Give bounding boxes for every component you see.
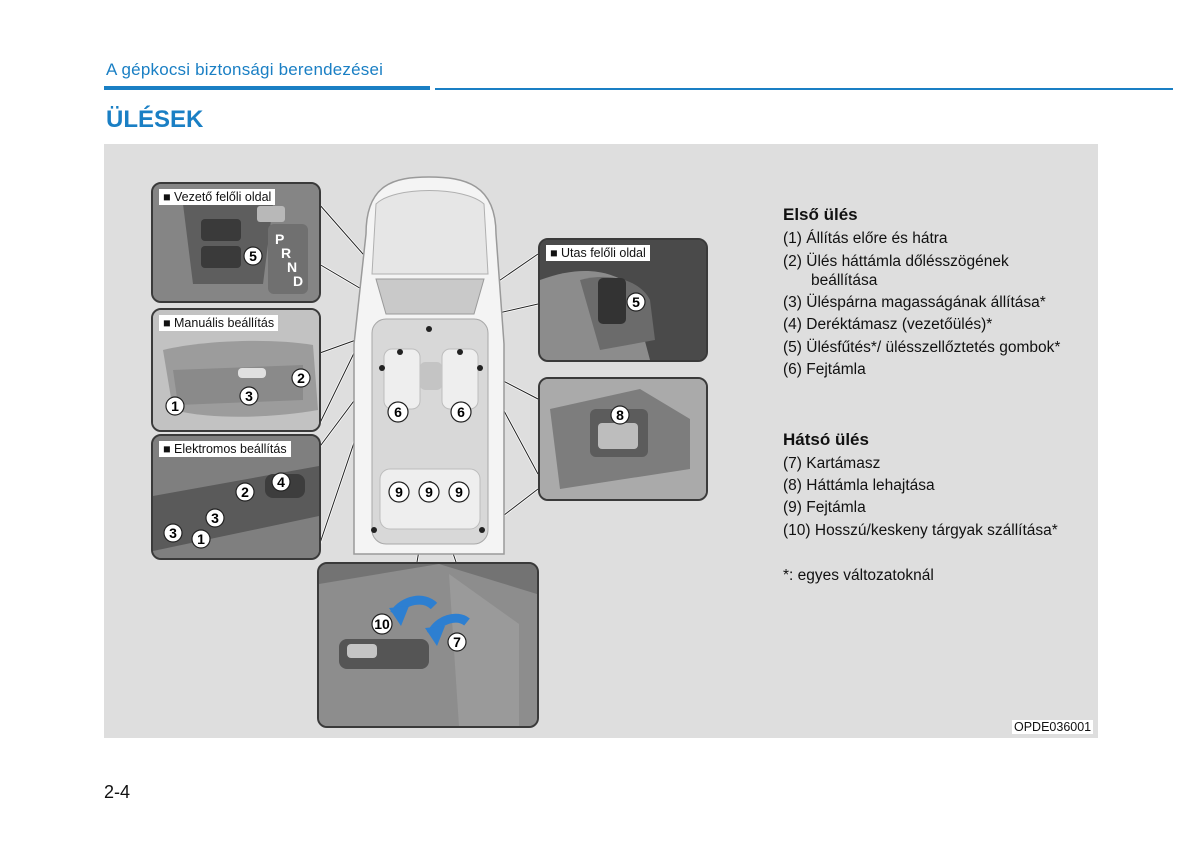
- inset-label-manual: ■ Manuális beállítás: [159, 315, 278, 331]
- inset-label-passenger: ■ Utas felőli oldal: [546, 245, 650, 261]
- rear-item-8: (8) Háttámla lehajtása: [783, 477, 935, 494]
- inset-passenger-side: [538, 238, 708, 362]
- svg-text:10: 10: [374, 616, 390, 632]
- svg-text:1: 1: [197, 531, 205, 547]
- callout-9-left-text: 9: [395, 484, 403, 500]
- callout-10: [372, 614, 392, 634]
- rear-item-7: (7) Kartámasz: [783, 455, 881, 472]
- callout-6-right-text: 6: [457, 404, 465, 420]
- page-number: 2-4: [104, 782, 131, 802]
- callout-9-right-text: 9: [455, 484, 463, 500]
- inset-label-electric: ■ Elektromos beállítás: [159, 441, 291, 457]
- callout-2-manual: [292, 369, 310, 387]
- callout-6-left-text: 6: [394, 404, 402, 420]
- front-item-4: (4) Deréktámasz (vezetőülés)*: [783, 316, 993, 333]
- section-title: ÜLÉSEK: [106, 106, 204, 133]
- shifter-n: N: [287, 259, 298, 275]
- front-item-1: (1) Állítás előre és hátra: [783, 230, 948, 247]
- callout-9-center-text: 9: [425, 484, 433, 500]
- svg-text:7: 7: [453, 634, 461, 650]
- callout-9-center: [419, 482, 439, 502]
- svg-text:3: 3: [245, 388, 253, 404]
- front-item-2-cont: beállítása: [811, 272, 878, 289]
- callout-2-electric: [236, 483, 254, 501]
- callout-4-electric: [272, 473, 290, 491]
- shifter-r: R: [281, 245, 292, 261]
- front-item-3: (3) Üléspárna magasságának állítása*: [783, 294, 1046, 311]
- svg-text:4: 4: [277, 474, 285, 490]
- inset-electric: [151, 434, 321, 560]
- callout-9-right: [449, 482, 469, 502]
- figure-code: OPDE036001: [1014, 720, 1092, 734]
- footnote: *: egyes változatoknál: [783, 567, 934, 584]
- inset-label-driver: ■ Vezető felőli oldal: [159, 189, 275, 205]
- callout-7: [448, 633, 466, 651]
- callout-1-electric: [192, 530, 210, 548]
- rear-item-10: (10) Hosszú/keskeny tárgyak szállítása*: [783, 522, 1058, 539]
- shifter-p: P: [275, 231, 285, 247]
- callout-8: [611, 406, 629, 424]
- svg-text:5: 5: [249, 248, 257, 264]
- callout-3-electric-1: [206, 509, 224, 527]
- rear-seat-heading: Hátsó ülés: [783, 430, 869, 449]
- callout-9-left: [389, 482, 409, 502]
- callout-6-left: [388, 402, 408, 422]
- callout-3-manual: [240, 387, 258, 405]
- callout-1-manual: [166, 397, 184, 415]
- chapter-title: A gépkocsi biztonsági berendezései: [106, 60, 384, 79]
- svg-text:8: 8: [616, 407, 624, 423]
- inset-armrest: [317, 562, 539, 728]
- svg-text:1: 1: [171, 398, 179, 414]
- callout-3-electric-2: [164, 524, 182, 542]
- svg-text:2: 2: [297, 370, 305, 386]
- rear-item-9: (9) Fejtámla: [783, 499, 866, 516]
- inset-driver-side: [151, 182, 321, 303]
- front-seat-heading: Első ülés: [783, 205, 858, 224]
- header-rule-right: [435, 88, 1173, 90]
- seats-figure: [104, 144, 1098, 738]
- callout-5-driver: [244, 247, 262, 265]
- inset-manual: [151, 308, 321, 432]
- front-item-2: (2) Ülés háttámla dőlésszögének: [783, 253, 1009, 270]
- shifter-d: D: [293, 273, 304, 289]
- svg-text:3: 3: [211, 510, 219, 526]
- header-rule-left: [104, 86, 430, 90]
- front-item-6: (6) Fejtámla: [783, 361, 866, 378]
- svg-text:2: 2: [241, 484, 249, 500]
- callout-5-passenger: [627, 293, 645, 311]
- svg-text:5: 5: [632, 294, 640, 310]
- svg-text:3: 3: [169, 525, 177, 541]
- front-item-5: (5) Ülésfűtés*/ ülésszellőztetés gombok*: [783, 339, 1061, 356]
- callout-6-right: [451, 402, 471, 422]
- inset-rear-seatback: [538, 377, 708, 501]
